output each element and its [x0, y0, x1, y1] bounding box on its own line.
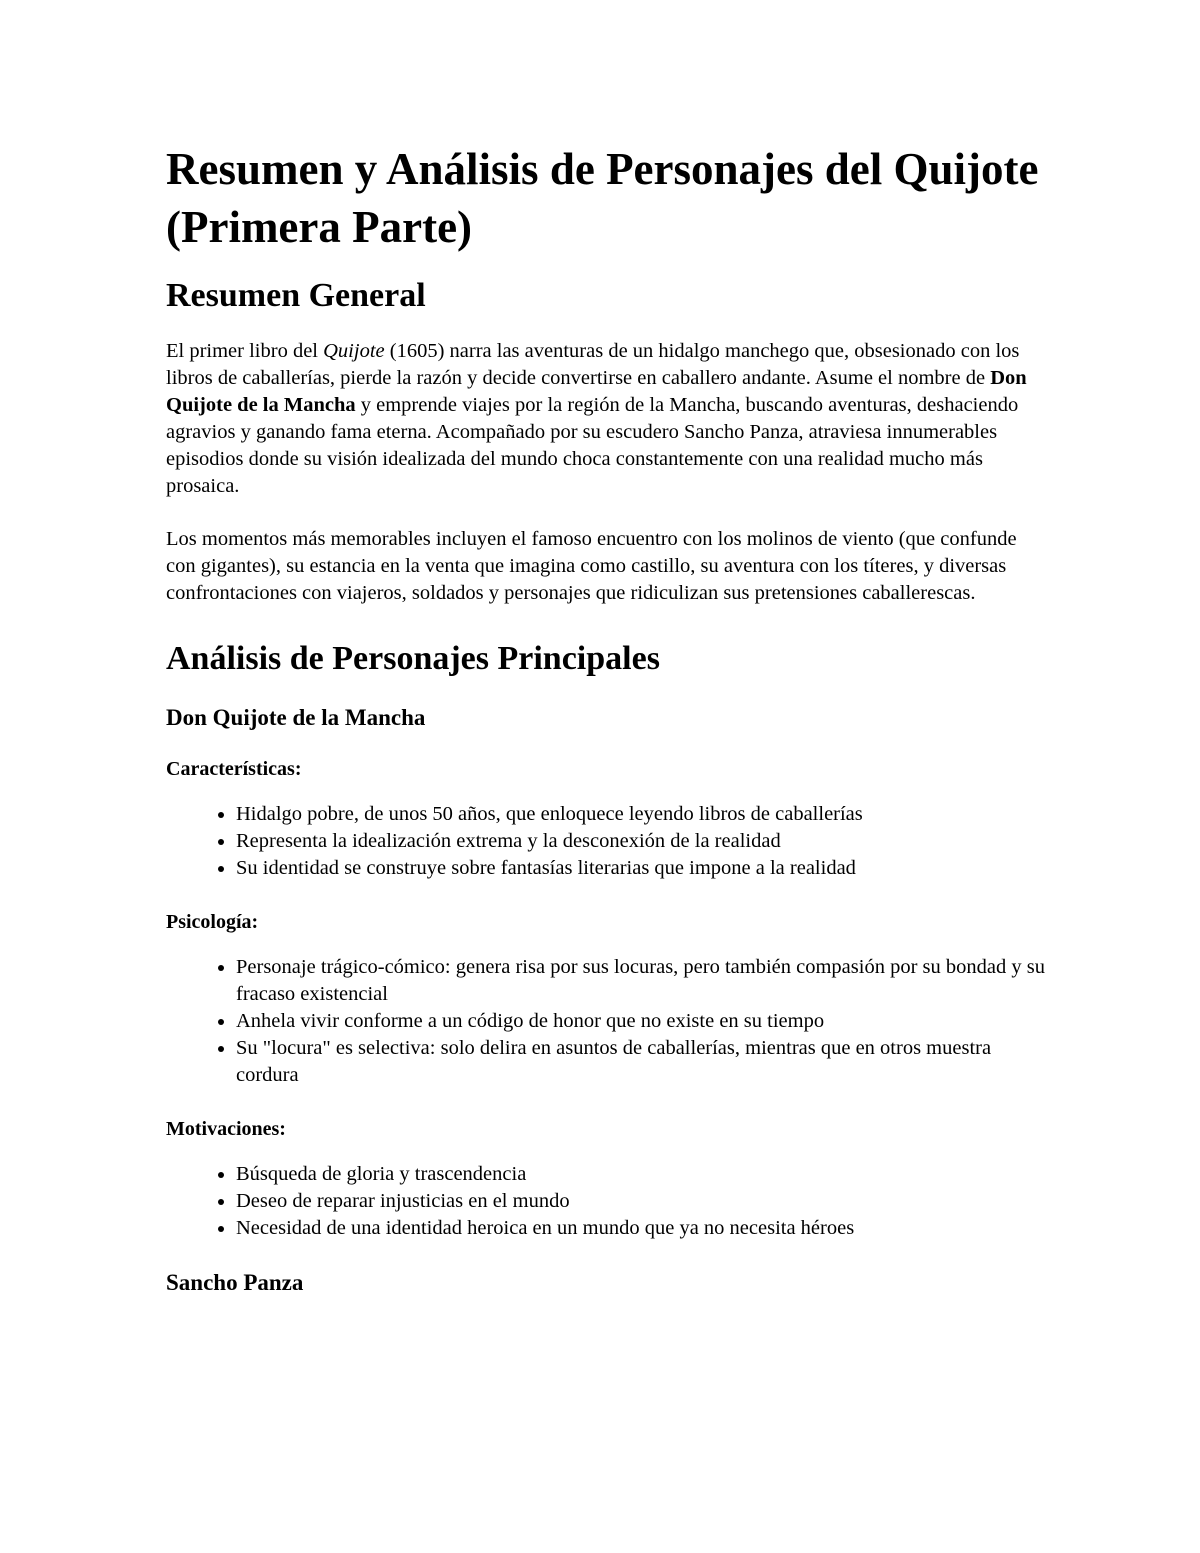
character-heading-sancho: Sancho Panza	[166, 1270, 304, 1295]
list-item: • Su identidad se construye sobre fantasías literarias que impone a la realidad	[236, 855, 1046, 882]
book-title-quijote: Quijote	[323, 340, 385, 362]
character-name-bold: Don Quijote de la Mancha	[166, 367, 1027, 416]
summary-text-1: El primer libro del	[166, 340, 324, 362]
caracteristicas-list	[166, 801, 1046, 882]
summary-paragraph-2: Los momentos más memorables incluyen el famoso encuentro con los molinos de viento (que confunde con gigantes), su estancia en la venta que imagina como castillo, su aventura con los títeres, y diversas confrontaciones con viajeros, soldados y personajes que ridiculizan sus pretensiones caballerescas.	[166, 528, 1017, 604]
list-item: • Deseo de reparar injusticias en el mundo	[236, 1188, 1046, 1215]
section-heading-resumen: Resumen General	[166, 277, 426, 314]
summary-text-3: y emprende viajes por la región de la Mancha, buscando aventuras, deshaciendo agravios y ganando fama eterna. Acompañado por su escudero Sancho Panza, atraviesa innumerables episodios donde su visión idealizada del mundo choca constantemente con una realidad mucho más prosaica.	[166, 394, 1019, 497]
list-item: • Necesidad de una identidad heroica en un mundo que ya no necesita héroes	[236, 1215, 1046, 1242]
subheading-caracteristicas: Características:	[166, 758, 302, 780]
list-item: • Búsqueda de gloria y trascendencia	[236, 1161, 1046, 1188]
psicologia-list	[166, 954, 1046, 1089]
section-heading-analisis: Análisis de Personajes Principales	[166, 640, 660, 677]
list-item: • Anhela vivir conforme a un código de honor que no existe en su tiempo	[236, 1008, 1046, 1035]
character-heading-quijote: Don Quijote de la Mancha	[166, 705, 426, 730]
document-page	[166, 140, 1046, 1320]
subheading-motivaciones: Motivaciones:	[166, 1118, 286, 1140]
summary-paragraph-1	[166, 338, 1046, 500]
document-title: Resumen y Análisis de Personajes del Quijote (Primera Parte)	[166, 144, 1039, 252]
list-item: • Representa la idealización extrema y la desconexión de la realidad	[236, 828, 1046, 855]
motivaciones-list	[166, 1161, 1046, 1242]
list-item: • Hidalgo pobre, de unos 50 años, que enloquece leyendo libros de caballerías	[236, 801, 1046, 828]
list-item: • Su "locura" es selectiva: solo delira en asuntos de caballerías, mientras que en otros muestra cordura	[236, 1035, 1046, 1089]
list-item: • Personaje trágico-cómico: genera risa por sus locuras, pero también compasión por su bondad y su fracaso existencial	[236, 954, 1046, 1008]
summary-text-2: (1605) narra las aventuras de un hidalgo manchego que, obsesionado con los libros de caballerías, pierde la razón y decide convertirse en caballero andante. Asume el nombre de	[166, 340, 1020, 389]
subheading-psicologia: Psicología:	[166, 911, 259, 933]
